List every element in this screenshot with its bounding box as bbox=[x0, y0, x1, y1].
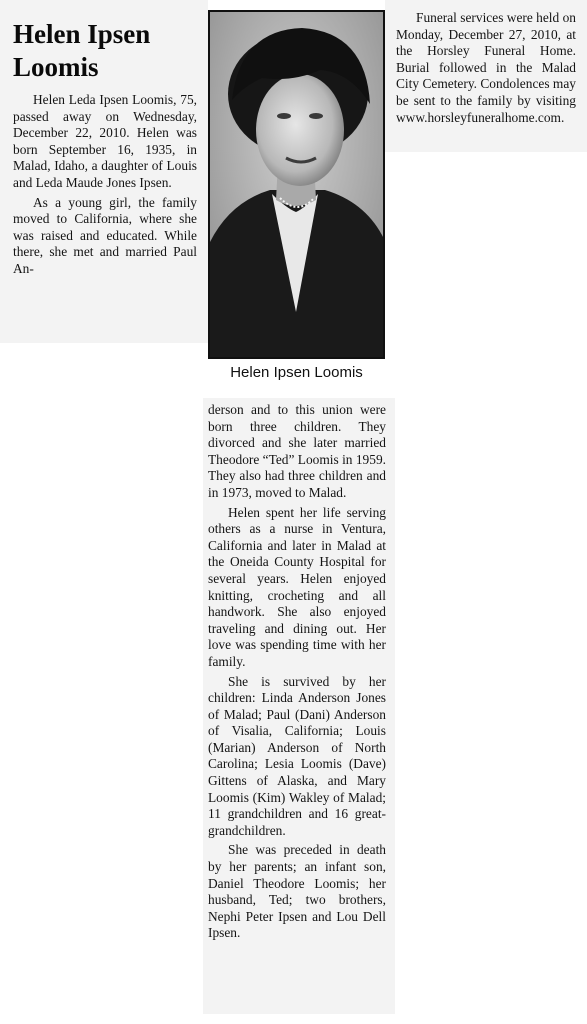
portrait-icon bbox=[210, 12, 383, 357]
obituary-headline: Helen Ipsen Loomis bbox=[13, 19, 151, 82]
obituary-paragraph: She was preceded in death by her parents; an infant son, Daniel Theodore Loomis; her husband, Ted; two brothers, Nephi Peter Ipsen and Lou Dell Ipsen. bbox=[208, 842, 386, 941]
obituary-paragraph: Helen spent her life serving others as a nurse in Ventura, California and later in Malad at the Oneida County Hospital for several years. Helen enjoyed knitting, crocheting and all handwork. She also enjoyed traveling and dining out. Her love was spending time with her family. bbox=[208, 504, 386, 669]
obituary-paragraph: She is survived by her children: Linda Anderson Jones of Malad; Paul (Dani) Anderson of Visalia, California; Louis (Marian) Anderson of North Carolina; Lesia Loomis (Dave) Gittens of Alaska, and Mary Loomis (Kim) Wakley of Malad; 11 grandchildren and 16 great-grandchildren. bbox=[208, 673, 386, 838]
obituary-column-middle bbox=[208, 402, 386, 945]
portrait-photo bbox=[208, 10, 385, 359]
obituary-column-left bbox=[13, 92, 197, 281]
obituary-paragraph: Helen Leda Ipsen Loomis, 75, passed away on Wednesday, December 22, 2010. Helen was born September 16, 1935, in Malad, Idaho, a daughter of Louis and Leda Maude Jones Ipsen. bbox=[13, 92, 197, 190]
obituary-paragraph: derson and to this union were born three children. They divorced and she later married Theodore “Ted” Loomis in 1959. They also had three children and in 1973, moved to Malad. bbox=[208, 402, 386, 500]
obituary-column-right bbox=[396, 10, 576, 129]
photo-caption: Helen Ipsen Loomis bbox=[230, 364, 363, 381]
obituary-paragraph: As a young girl, the family moved to California, where she was raised and educated. While there, she met and married Paul An- bbox=[13, 194, 197, 276]
obituary-paragraph: Funeral services were held on Monday, December 27, 2010, at the Horsley Funeral Home. Burial followed in the Malad City Cemetery. Condolences may be sent to the family by visiting www.horsleyfuneralhome.com. bbox=[396, 10, 576, 125]
